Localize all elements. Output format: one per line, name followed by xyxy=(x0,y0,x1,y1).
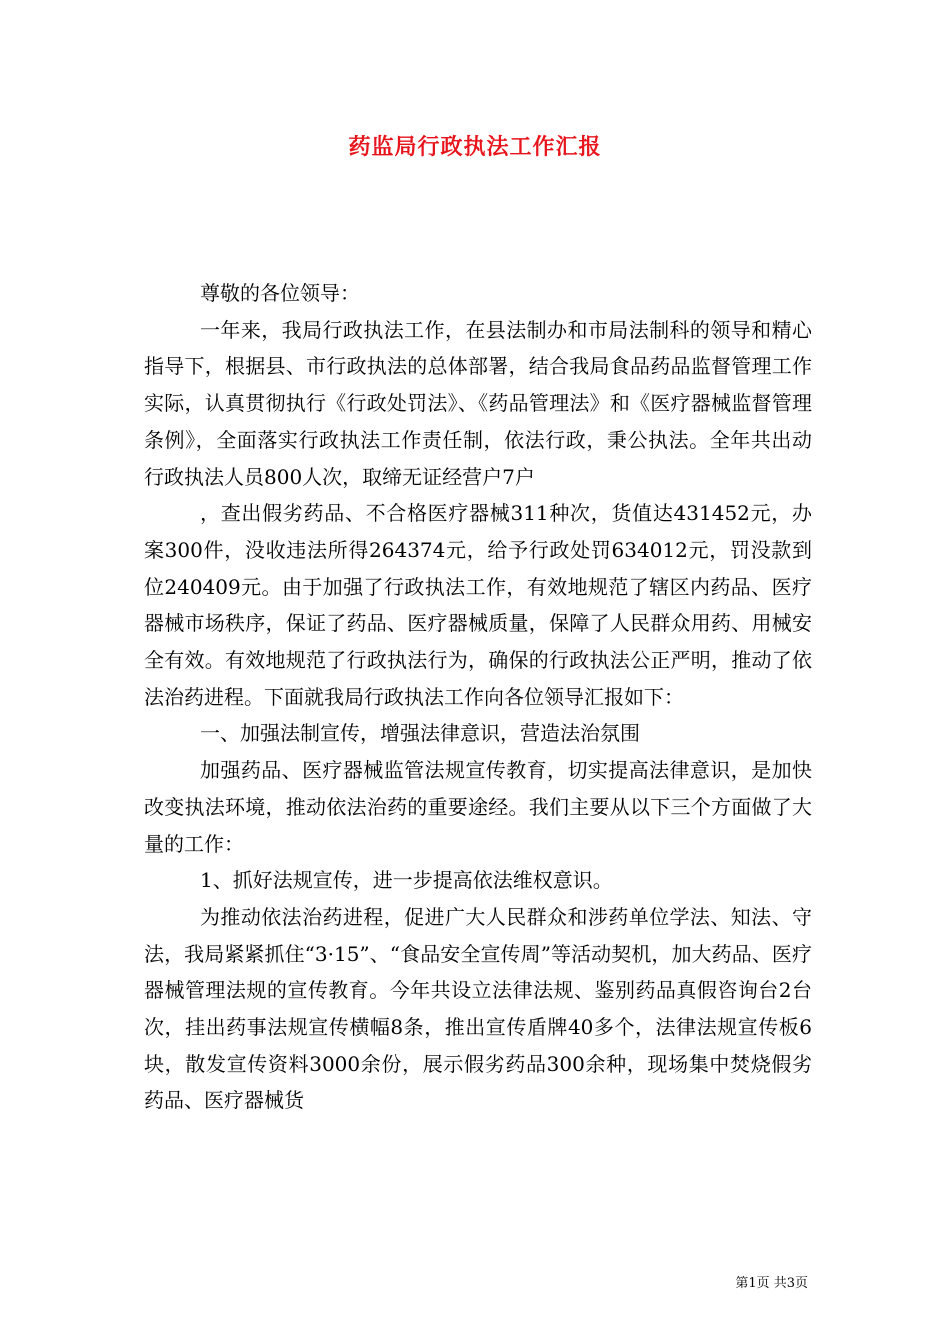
section-1-paragraph: 加强药品、医疗器械监管法规宣传教育，切实提高法律意识，是加快改变执法环境，推动依法治药的重要途经。我们主要从以下三个方面做了大量的工作： xyxy=(144,758,812,856)
subsection-heading-1: 1、抓好法规宣传，进一步提高依法维权意识。 xyxy=(200,868,613,893)
page-number-footer: 第1页 共3页 xyxy=(735,1276,808,1291)
subsection-1-paragraph: 为推动依法治药进程，促进广大人民群众和涉药单位学法、知法、守法，我局紧紧抓住“3·15”、“食品安全宣传周”等活动契机，加大药品、医疗器械管理法规的宣传教育。今年共设立法律法规、鉴别药品真假咨询台2台次，挂出药事法规宣传横幅8条，推出宣传盾牌40多个，法律法规宣传板6块，散发宣传资料3000余份，展示假劣药品300余种，现场集中焚烧假劣药品、医疗器械货 xyxy=(144,904,812,1113)
salutation-paragraph: 尊敬的各位领导： xyxy=(200,281,360,305)
intro-paragraph: 一年来，我局行政执法工作，在县法制办和市局法制科的领导和精心指导下，根据县、市行政执法的总体部署，结合我局食品药品监督管理工作实际，认真贯彻执行《行政处罚法》、《药品管理法》和《医疗器械监督管理条例》，全面落实行政执法工作责任制，依法行政，秉公执法。全年共出动行政执法人员800人次，取缔无证经营户7户 xyxy=(144,317,812,489)
document-title: 药监局行政执法工作汇报 xyxy=(348,134,602,160)
document-body xyxy=(144,275,812,1119)
section-heading-1: 一、加强法制宣传，增强法律意识，营造法治氛围 xyxy=(200,721,640,746)
statistics-paragraph: ，查出假劣药品、不合格医疗器械311种次，货值达431452元，办案300件，没收违法所得264374元，给予行政处罚634012元，罚没款到位240409元。由于加强了行政执法工作，有效地规范了辖区内药品、医疗器械市场秩序，保证了药品、医疗器械质量，保障了人民群众用药、用械安全有效。有效地规范了行政执法行为，确保的行政执法公正严明，推动了依法治药进程。下面就我局行政执法工作向各位领导汇报如下： xyxy=(144,501,812,709)
